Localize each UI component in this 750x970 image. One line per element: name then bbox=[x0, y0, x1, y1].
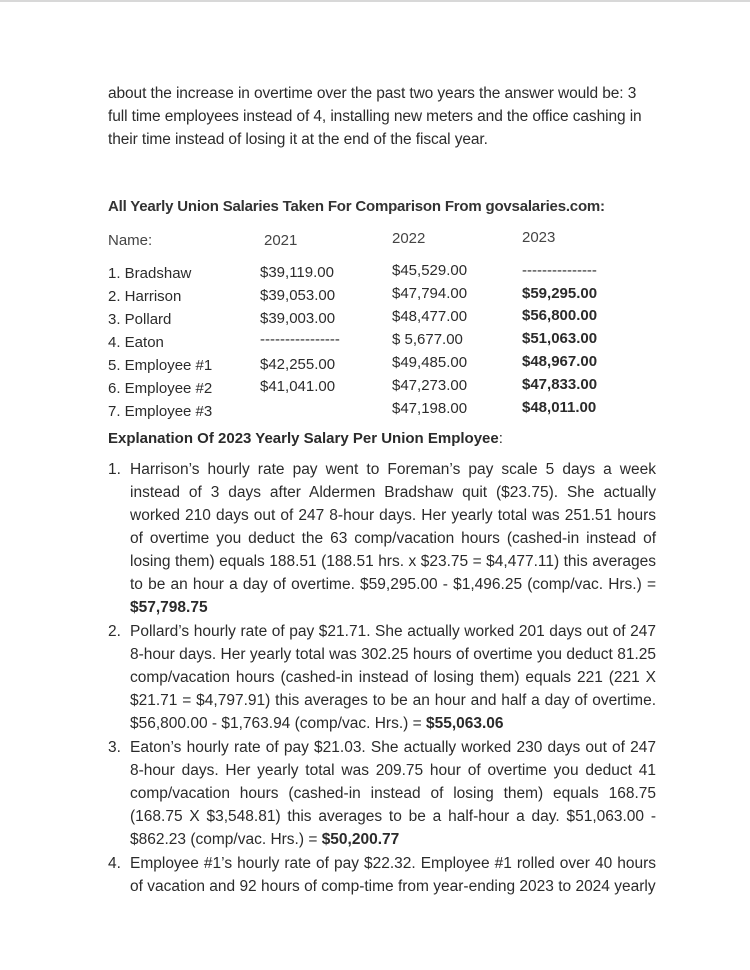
table-cell-2021: $41,041.00 bbox=[260, 378, 336, 395]
table-cell-2022: $45,529.00 bbox=[392, 262, 468, 279]
column-header-2023: 2023 bbox=[522, 229, 556, 246]
table-cell-2023: $47,833.00 bbox=[522, 376, 598, 393]
table-row-name: 3. Pollard bbox=[108, 311, 172, 328]
column-header-2021: 2021 bbox=[264, 232, 298, 249]
table-cell-2023: $56,800.00 bbox=[522, 307, 598, 324]
list-item-text: Eaton’s hourly rate of pay $21.03. She actually worked 230 days out of 247 8-hour days. Her yearly total was 209.75 hour of overtime you deduct 41 comp/vacation hours (cashed-in instead of losing them) equals 168.75 (168.75 X $3,548.81) this averages to be a half-hour a day. $51,063.00 - $862.23 (comp/vac. Hrs.) = bbox=[130, 739, 656, 848]
table-cell-2022: $ 5,677.00 bbox=[392, 331, 463, 348]
list-item-number: 1. bbox=[108, 461, 121, 478]
column-header-name: Name: bbox=[108, 232, 153, 249]
list-item-text: Harrison’s hourly rate pay went to Foreman’s pay scale 5 days a week instead of 3 days after Aldermen Bradshaw quit ($23.75). She actually worked 210 days out of 247 8-hour days. Her yearly total was 251.51 hours of overtime you deduct the 63 comp/vacation hours (cashed-in instead of losing them) equals 188.51 (188.51 hrs. x $23.75 = $4,477.11) this averages to be an hour a day of overtime. $59,295.00 - $1,496.25 (comp/vac. Hrs.) = bbox=[130, 461, 656, 593]
table-cell-2023: $48,967.00 bbox=[522, 353, 598, 370]
list-item-number: 2. bbox=[108, 623, 121, 640]
table-row-name: 2. Harrison bbox=[108, 288, 182, 305]
table-cell-2022: $47,794.00 bbox=[392, 285, 468, 302]
table-cell-2022: $47,273.00 bbox=[392, 377, 468, 394]
table-cell-2023: --------------- bbox=[522, 262, 597, 279]
table-cell-2021: ---------------- bbox=[260, 331, 340, 348]
column-header-2022: 2022 bbox=[392, 230, 426, 247]
explanation-title-text: Explanation Of 2023 Yearly Salary Per Union Employee bbox=[108, 430, 499, 447]
list-item-total: $55,063.06 bbox=[425, 715, 504, 732]
list-item bbox=[108, 458, 656, 619]
table-row-name: 4. Eaton bbox=[108, 334, 164, 351]
table-cell-2021: $39,003.00 bbox=[260, 310, 336, 327]
explanation-title-colon: : bbox=[498, 430, 503, 447]
list-item bbox=[108, 852, 656, 898]
table-heading: All Yearly Union Salaries Taken For Comparison From govsalaries.com: bbox=[108, 198, 605, 215]
table-cell-2021: $42,255.00 bbox=[260, 356, 336, 373]
explanation-title bbox=[108, 430, 503, 447]
table-row-name: 1. Bradshaw bbox=[108, 265, 192, 282]
table-cell-2021: $39,053.00 bbox=[260, 287, 336, 304]
table-row-name: 7. Employee #3 bbox=[108, 403, 213, 420]
list-item bbox=[108, 620, 656, 735]
table-cell-2021: $39,119.00 bbox=[260, 264, 334, 281]
table-cell-2023: $51,063.00 bbox=[522, 330, 598, 347]
table-cell-2023: $59,295.00 bbox=[522, 285, 598, 302]
table-row-name: 5. Employee #1 bbox=[108, 357, 213, 374]
page-top-edge bbox=[0, 0, 750, 2]
table-cell-2022: $47,198.00 bbox=[392, 400, 468, 417]
list-item-total: $50,200.77 bbox=[321, 831, 400, 848]
list-item bbox=[108, 736, 656, 851]
table-cell-2022: $49,485.00 bbox=[392, 354, 468, 371]
table-cell-2022: $48,477.00 bbox=[392, 308, 468, 325]
table-row-name: 6. Employee #2 bbox=[108, 380, 213, 397]
table-cell-2023: $48,011.00 bbox=[522, 399, 597, 416]
list-item-number: 3. bbox=[108, 739, 121, 756]
list-item-number: 4. bbox=[108, 855, 121, 872]
list-item-text: Employee #1’s hourly rate of pay $22.32. Employee #1 rolled over 40 hours of vacation and 92 hours of comp-time from year-ending 2023 to 2024 yearly bbox=[130, 855, 656, 895]
explanation-list bbox=[108, 458, 656, 898]
list-item-total: $57,798.75 bbox=[130, 599, 208, 616]
list-item-text: Pollard’s hourly rate of pay $21.71. She actually worked 201 days out of 247 8-hour days. Her yearly total was 302.25 hours of overtime you deduct 81.25 comp/vacation hours (cashed-in instead of losing them) equals 221 (221 X $21.71 = $4,797.91) this averages to be an hour and half a day of overtime. $56,800.00 - $1,763.94 (comp/vac. Hrs.) = bbox=[130, 623, 656, 732]
intro-paragraph: about the increase in overtime over the past two years the answer would be: 3 full time employees instead of 4, installing new meters and the office cashing in their time instead of losing it at the end of the fiscal year. bbox=[108, 85, 642, 148]
